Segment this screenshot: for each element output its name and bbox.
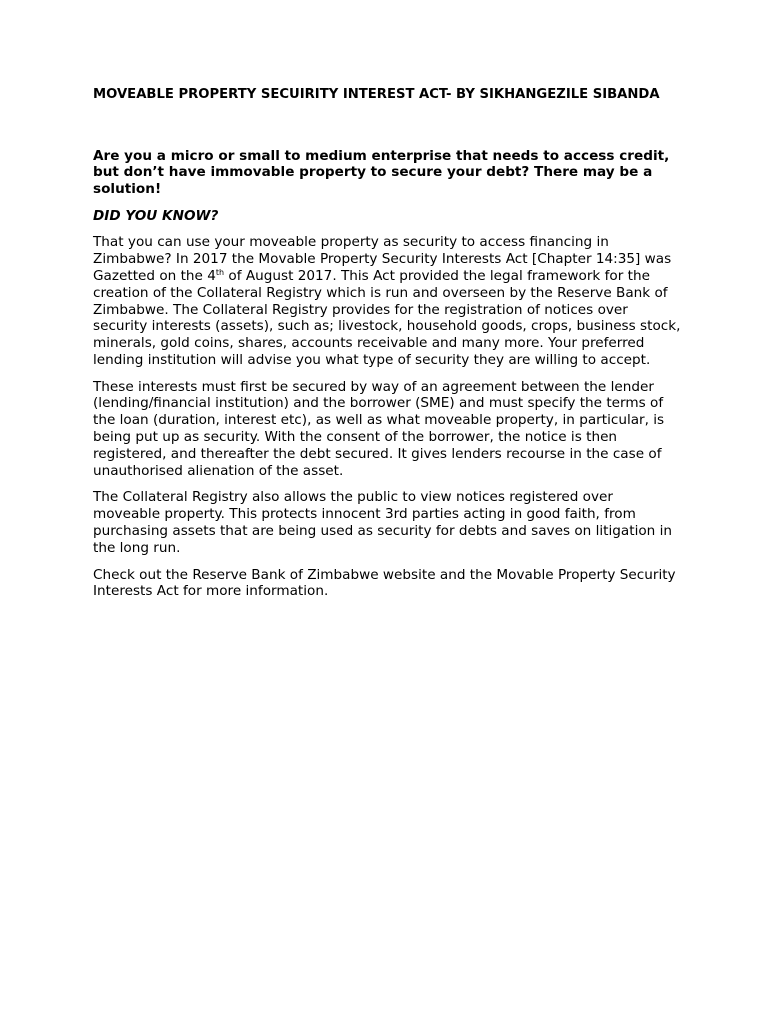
paragraph-1	[93, 234, 683, 368]
paragraph-2: These interests must first be secured by way of an agreement between the lender (lending/financial institution) and the borrower (SME) and must specify the terms of the loan (duration, interest etc), as well as what moveable property, in particular, is being put up as security. With the consent of the borrower, the notice is then registered, and thereafter the debt secured. It gives lenders recourse in the case of unauthorised alienation of the asset.	[93, 378, 665, 479]
did-you-know-heading: DID YOU KNOW?	[93, 207, 219, 224]
paragraph-1-text-b: of August 2017. This Act provided the legal framework for the creation of the Collateral Registry which is run and overseen by the Reserve Bank of Zimbabwe. The Collateral Registry provides for the registration of notices over security interests (assets), such as; livestock, household goods, crops, business stock, minerals, gold coins, shares, accounts receivable and many more. Your preferred lending institution will advise you what type of security they are willing to accept.	[93, 267, 681, 368]
lead-question: Are you a micro or small to medium enterprise that needs to access credit, but don’t have immovable property to secure your debt? There may be a solution!	[93, 147, 670, 197]
document-page	[93, 87, 683, 600]
paragraph-4: Check out the Reserve Bank of Zimbabwe website and the Movable Property Security Interests Act for more information.	[93, 566, 676, 600]
paragraph-3: The Collateral Registry also allows the public to view notices registered over moveable property. This protects innocent 3rd parties acting in good faith, from purchasing assets that are being used as security for debts and saves on litigation in the long run.	[93, 489, 672, 556]
ordinal-superscript: th	[215, 267, 225, 277]
document-title: MOVEABLE PROPERTY SECUIRITY INTEREST ACT- BY SIKHANGEZILE SIBANDA	[93, 87, 660, 102]
paragraph-1-text-a: That you can use your moveable property as security to access financing in Zimbabwe? In 2017 the Movable Property Security Interests Act [Chapter 14:35] was Gazetted on the 4	[93, 234, 672, 284]
